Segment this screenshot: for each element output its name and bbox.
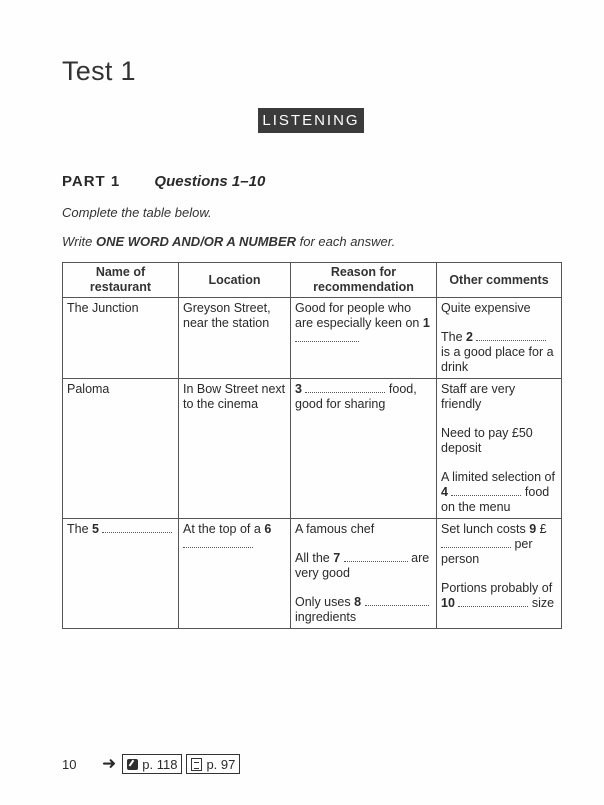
answer-gap-9[interactable] (441, 537, 511, 548)
answer-key-icon (127, 759, 138, 770)
question-number: 2 (466, 330, 473, 344)
part-heading (62, 173, 265, 190)
section-badge: LISTENING (258, 108, 364, 133)
header-comments: Other comments (437, 263, 562, 298)
answer-gap-4[interactable] (451, 485, 521, 496)
question-number: 5 (92, 522, 99, 536)
notes-table (62, 262, 562, 629)
questions-range: Questions 1–10 (154, 173, 266, 190)
question-number: 8 (354, 595, 362, 609)
question-number: 6 (264, 522, 272, 536)
answer-gap-2[interactable] (476, 330, 546, 341)
answer-gap-1[interactable] (295, 331, 359, 342)
page-footer (62, 754, 240, 774)
transcript-icon (191, 758, 202, 771)
header-location: Location (179, 263, 291, 298)
header-reason: Reason for recommendation (291, 263, 437, 298)
question-number: 7 (333, 551, 341, 565)
table-row (63, 519, 562, 629)
page-number: 10 (62, 756, 77, 772)
table-row (63, 379, 562, 519)
cell-reason: Good for people who are especially keen on 1 (291, 298, 437, 379)
answer-gap-10[interactable] (458, 596, 528, 607)
cell-reason: A famous chef All the 7 are very good Only uses 8 ingredients (291, 519, 437, 629)
page-title: Test 1 (62, 56, 136, 86)
answer-key-reference[interactable]: p. 118 (122, 754, 182, 774)
cell-name: The Junction (63, 298, 179, 379)
question-number: 4 (441, 485, 448, 499)
answer-gap-6[interactable] (183, 537, 253, 548)
cell-comments: Staff are very friendly Need to pay £50 deposit A limited selection of 4 food on the menu (437, 379, 562, 519)
answer-gap-3[interactable] (305, 382, 385, 393)
cell-location: At the top of a 6 (179, 519, 291, 629)
question-number: 1 (422, 316, 430, 330)
instruction-word-limit: Write ONE WORD AND/OR A NUMBER for each answer. (62, 234, 396, 249)
answer-gap-5[interactable] (102, 522, 172, 533)
cell-reason: 3 food, good for sharing (291, 379, 437, 519)
answer-gap-8[interactable] (365, 595, 429, 606)
part-label: PART 1 (62, 173, 121, 190)
answer-gap-7[interactable] (344, 551, 408, 562)
cell-comments: Quite expensive The 2 is a good place for a drink (437, 298, 562, 379)
header-name: Name of restaurant (63, 263, 179, 298)
cell-name: Paloma (63, 379, 179, 519)
question-number: 3 (295, 382, 302, 396)
cell-comments: Set lunch costs 9 £ per person Portions probably of 10 size (437, 519, 562, 629)
instruction-complete-table: Complete the table below. (62, 205, 212, 220)
table-row (63, 298, 562, 379)
table-header-row (63, 263, 562, 298)
cell-location: In Bow Street next to the cinema (179, 379, 291, 519)
cell-name: The 5 (63, 519, 179, 629)
arrow-right-icon: ➜ (102, 754, 117, 773)
transcript-reference[interactable]: p. 97 (186, 754, 240, 774)
question-number: 9 (529, 522, 537, 536)
cell-location: Greyson Street, near the station (179, 298, 291, 379)
question-number: 10 (441, 596, 455, 610)
